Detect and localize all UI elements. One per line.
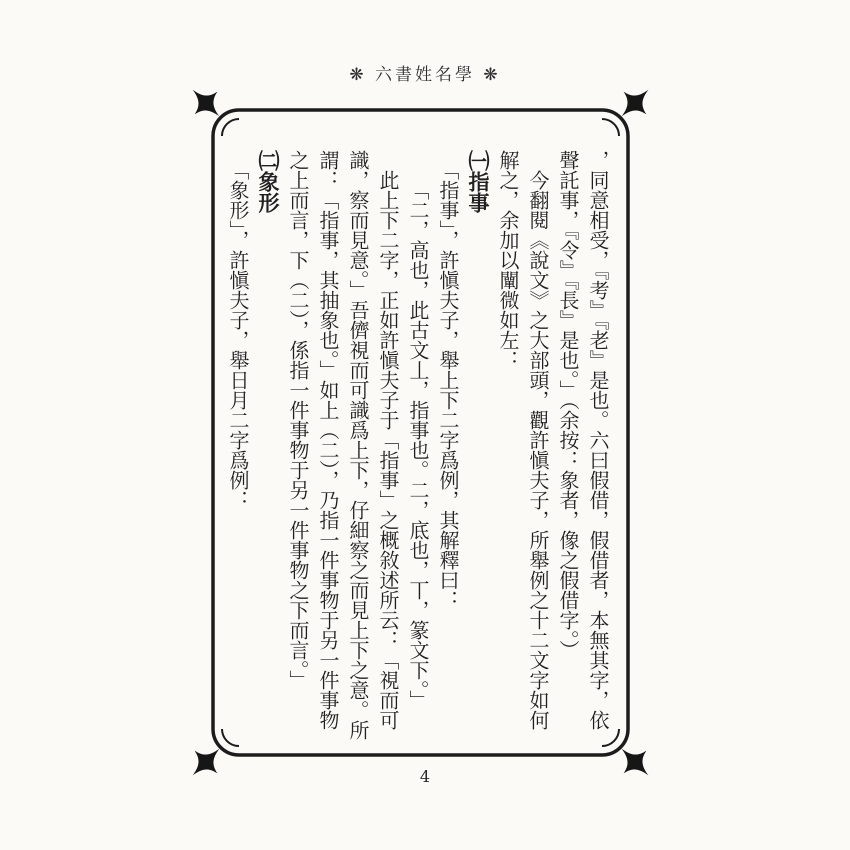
page-number: 4 — [419, 767, 431, 786]
text-column: 此上下二字，正如許愼夫子于「指事」之概敘述所云：「視而可 — [376, 150, 400, 730]
text-column: 識，察而見意。」吾儕視而可識爲上下，仔細察之而見上下之意。所 — [346, 150, 370, 740]
corner-ornament-icon — [181, 78, 231, 128]
text-column: 「象形」，許愼夫子，舉日月二字爲例： — [226, 150, 250, 510]
page-header-title: ❋ 六書姓名學 ❋ — [349, 65, 501, 85]
section-heading-zhishi: ㈠指事 — [466, 150, 491, 213]
text-column: 聲託事，『令』『長』是也。」（余按：象者，像之假借字。） — [556, 150, 580, 660]
text-column: ，同意相受，『考』『老』是也。六曰假借，假借者，本無其字，依 — [586, 150, 610, 730]
section-heading-xiangxing: ㈡象形 — [256, 150, 281, 213]
text-column: 謂：「指事，其抽象也。」如上（二），乃指一件事物于另一件事物 — [316, 150, 340, 730]
vertical-text-block — [223, 150, 613, 764]
corner-ornament-icon — [610, 78, 660, 128]
text-column: 「二，高也，此古文丄，指事也。二，底也，丅，篆文下。」 — [406, 150, 430, 710]
text-column: 今翻閱《說文》之大部頭，觀許愼夫子，所舉例之十二文字如何 — [526, 150, 550, 730]
text-column: 之上而言，下（二），係指一件事物于另一件事物之下而言。」 — [286, 150, 310, 690]
text-column: 「指事」，許愼夫子，舉上下二字爲例，其解釋曰： — [436, 150, 460, 610]
text-column: 解之，余加以闡微如左： — [496, 150, 520, 370]
